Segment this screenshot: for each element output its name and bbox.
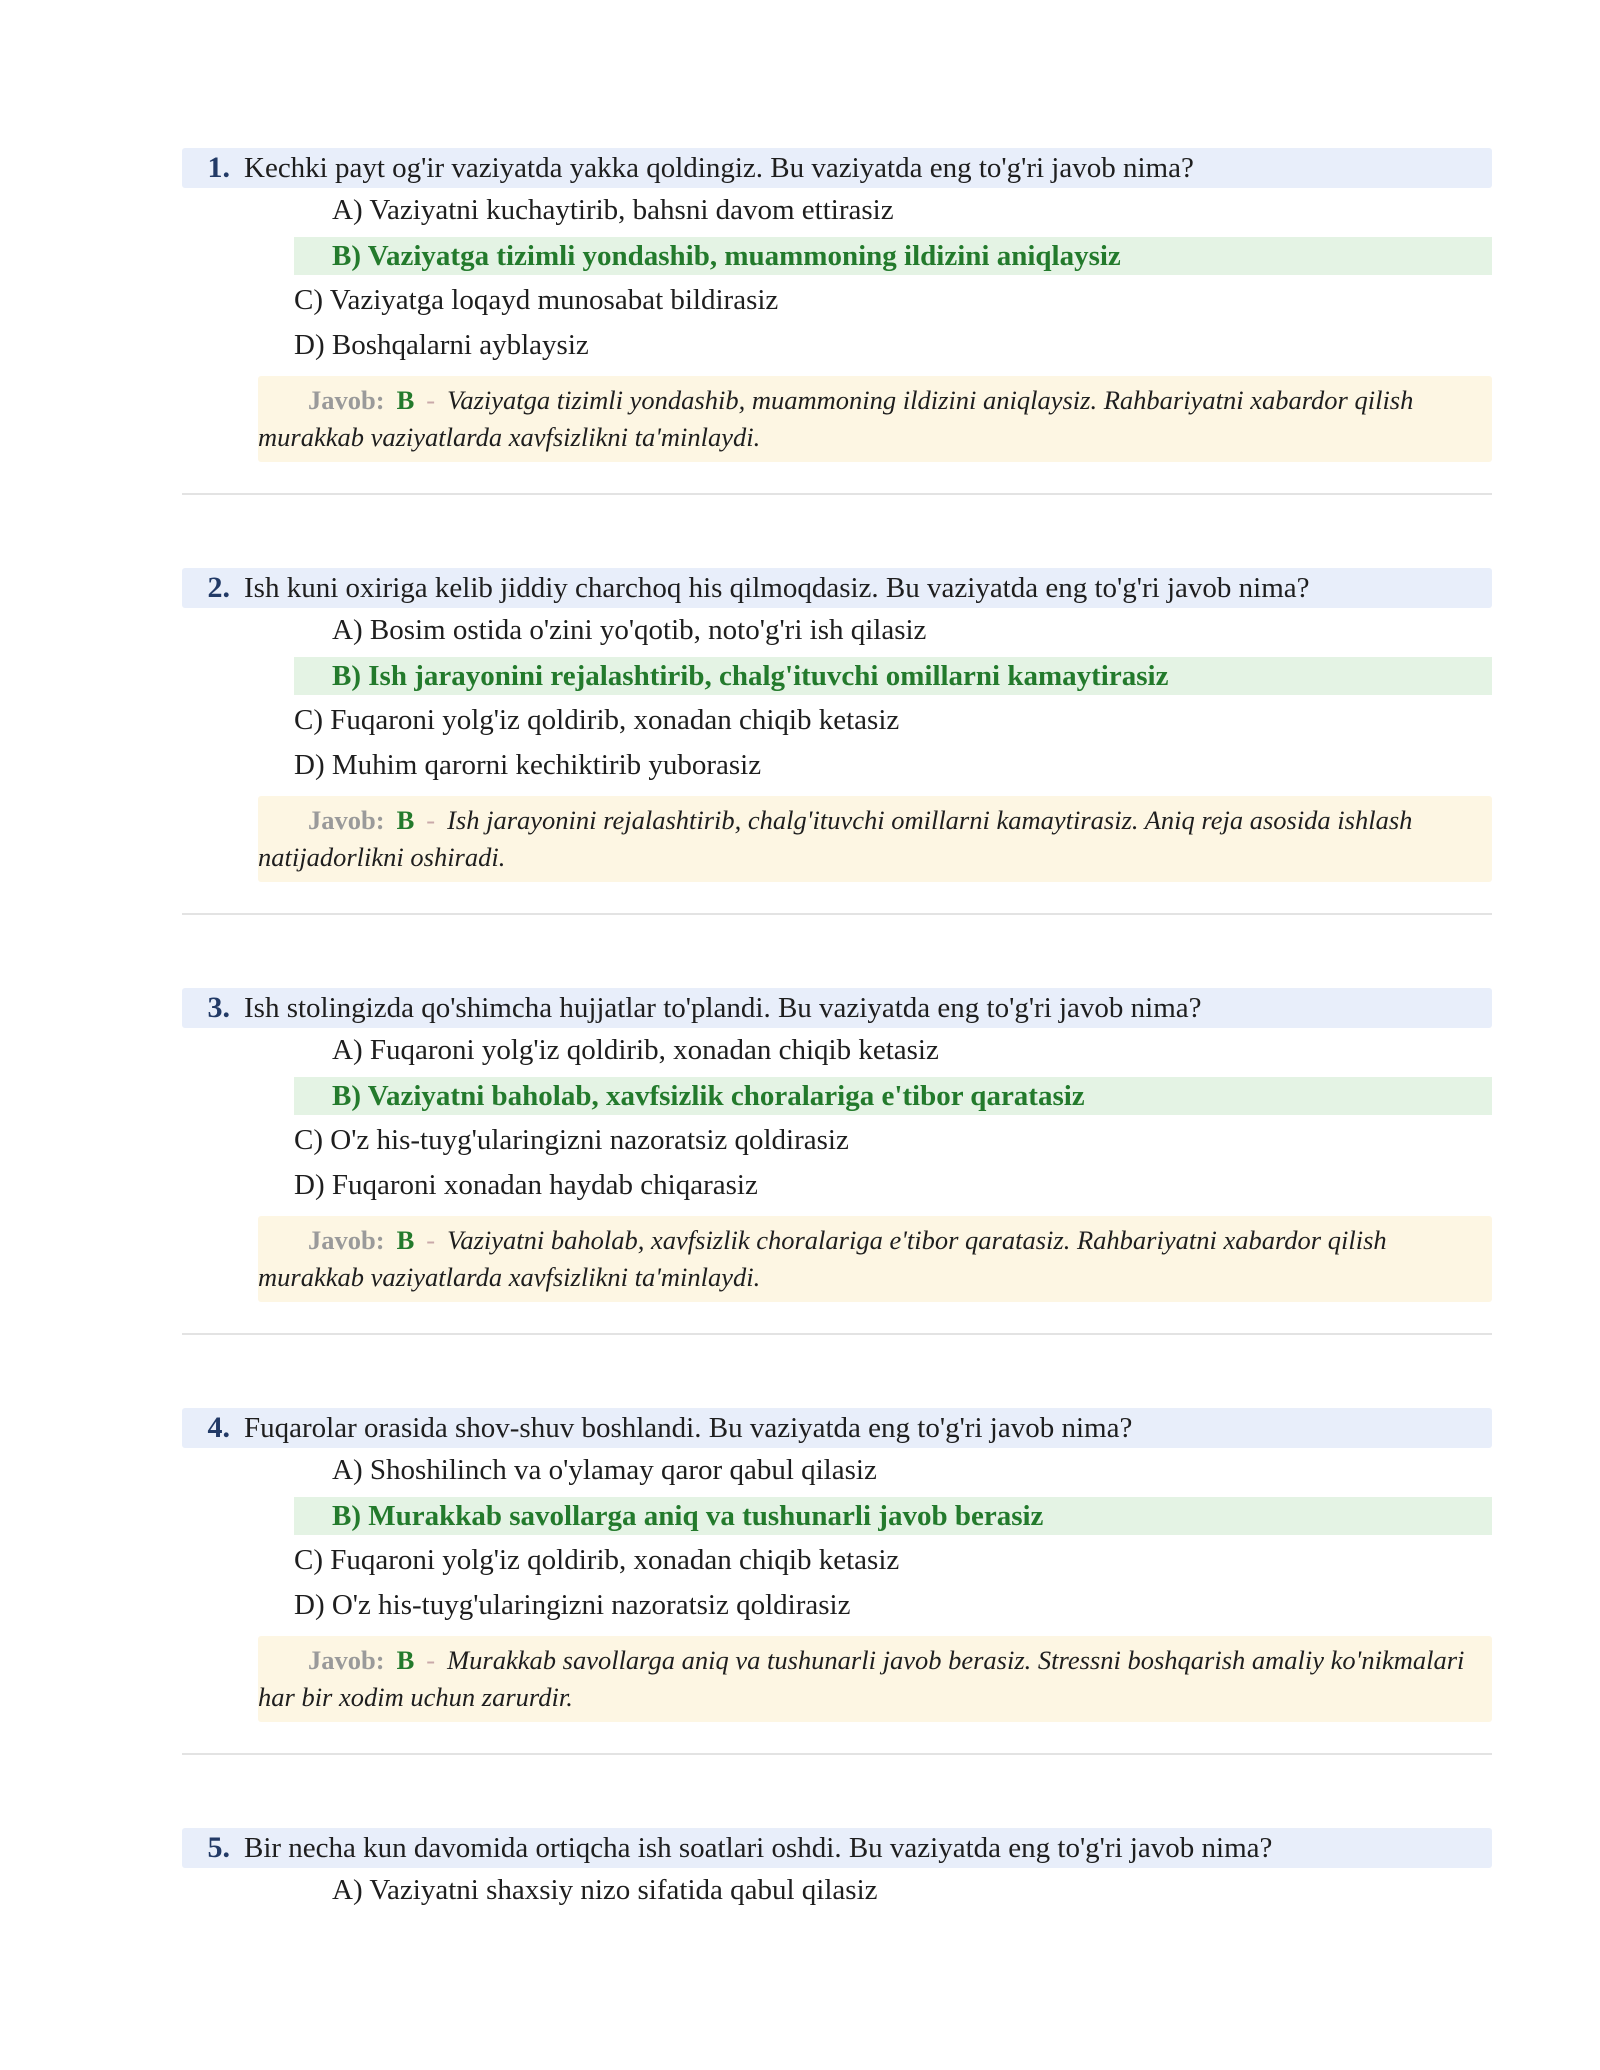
answer-box xyxy=(258,1216,1492,1302)
question-4 xyxy=(182,1408,1492,1722)
option-d: D) O'z his-tuyg'ularingizni nazoratsiz qoldirasiz xyxy=(294,1589,851,1621)
question-5 xyxy=(182,1828,1492,1913)
option-b-correct: B) Murakkab savollarga aniq va tushunarli javob berasiz xyxy=(294,1497,1492,1535)
question-number: 3. xyxy=(207,991,230,1024)
option-d: D) Boshqalarni ayblaysiz xyxy=(294,329,589,361)
answer-box xyxy=(258,376,1492,462)
question-text: Ish stolingizda qo'shimcha hujjatlar to'plandi. Bu vaziyatda eng to'g'ri javob nima? xyxy=(244,991,1202,1024)
answer-label: Javob: xyxy=(308,385,385,415)
question-1 xyxy=(182,148,1492,462)
question-number: 1. xyxy=(207,151,230,184)
answer-explanation: Vaziyatni baholab, xavfsizlik choralariga e'tibor qaratasiz. Rahbariyatni xabardor qilish murakkab vaziyatlarda xavfsizlikni ta'minlaydi. xyxy=(258,1225,1387,1292)
answer-dash: - xyxy=(426,1225,436,1255)
option-b-correct: B) Ish jarayonini rejalashtirib, chalg'ituvchi omillarni kamaytirasiz xyxy=(294,657,1492,695)
answer-letter: B xyxy=(396,1225,415,1255)
answer-label: Javob: xyxy=(308,1645,385,1675)
divider xyxy=(182,1333,1492,1335)
question-text: Bir necha kun davomida ortiqcha ish soatlari oshdi. Bu vaziyatda eng to'g'ri javob nima? xyxy=(244,1831,1273,1864)
question-header xyxy=(182,1408,1492,1448)
answer-explanation: Vaziyatga tizimli yondashib, muammoning ildizini aniqlaysiz. Rahbariyatni xabardor qilish murakkab vaziyatlarda xavfsizlikni ta'minlaydi. xyxy=(258,385,1414,452)
answer-letter: B xyxy=(396,385,415,415)
question-number: 2. xyxy=(207,571,230,604)
answer-dash: - xyxy=(426,805,436,835)
divider xyxy=(182,913,1492,915)
question-text: Kechki payt og'ir vaziyatda yakka qoldingiz. Bu vaziyatda eng to'g'ri javob nima? xyxy=(244,151,1194,184)
answer-box xyxy=(258,796,1492,882)
question-header xyxy=(182,988,1492,1028)
question-text: Ish kuni oxiriga kelib jiddiy charchoq his qilmoqdasiz. Bu vaziyatda eng to'g'ri javob nima? xyxy=(244,571,1310,604)
option-a: A) Vaziyatni kuchaytirib, bahsni davom ettirasiz xyxy=(332,194,894,226)
option-a: A) Shoshilinch va o'ylamay qaror qabul qilasiz xyxy=(332,1454,877,1486)
question-header xyxy=(182,568,1492,608)
option-c: C) Fuqaroni yolg'iz qoldirib, xonadan chiqib ketasiz xyxy=(294,704,900,736)
question-text: Fuqarolar orasida shov-shuv boshlandi. Bu vaziyatda eng to'g'ri javob nima? xyxy=(244,1411,1133,1444)
answer-box xyxy=(258,1636,1492,1722)
answer-dash: - xyxy=(426,385,436,415)
option-a: A) Bosim ostida o'zini yo'qotib, noto'g'ri ish qilasiz xyxy=(332,614,927,646)
option-a: A) Vaziyatni shaxsiy nizo sifatida qabul qilasiz xyxy=(332,1874,878,1906)
question-3 xyxy=(182,988,1492,1302)
answer-letter: B xyxy=(396,1645,415,1675)
option-c: C) Fuqaroni yolg'iz qoldirib, xonadan chiqib ketasiz xyxy=(294,1544,900,1576)
divider xyxy=(182,1753,1492,1755)
option-c: C) O'z his-tuyg'ularingizni nazoratsiz qoldirasiz xyxy=(294,1124,849,1156)
question-header xyxy=(182,1828,1492,1868)
answer-explanation: Murakkab savollarga aniq va tushunarli javob berasiz. Stressni boshqarish amaliy ko'nikmalari har bir xodim uchun zarurdir. xyxy=(258,1645,1465,1712)
option-b-correct: B) Vaziyatga tizimli yondashib, muammoning ildizini aniqlaysiz xyxy=(294,237,1492,275)
answer-label: Javob: xyxy=(308,1225,385,1255)
question-2 xyxy=(182,568,1492,882)
question-number: 4. xyxy=(207,1411,230,1444)
answer-label: Javob: xyxy=(308,805,385,835)
divider xyxy=(182,493,1492,495)
option-d: D) Muhim qarorni kechiktirib yuborasiz xyxy=(294,749,762,781)
option-b-correct: B) Vaziyatni baholab, xavfsizlik choralariga e'tibor qaratasiz xyxy=(294,1077,1492,1115)
question-header xyxy=(182,148,1492,188)
option-c: C) Vaziyatga loqayd munosabat bildirasiz xyxy=(294,284,779,316)
answer-dash: - xyxy=(426,1645,436,1675)
option-a: A) Fuqaroni yolg'iz qoldirib, xonadan chiqib ketasiz xyxy=(332,1034,939,1066)
option-d: D) Fuqaroni xonadan haydab chiqarasiz xyxy=(294,1169,758,1201)
answer-explanation: Ish jarayonini rejalashtirib, chalg'ituvchi omillarni kamaytirasiz. Aniq reja asosida ishlash natijadorlikni oshiradi. xyxy=(258,805,1413,872)
answer-letter: B xyxy=(396,805,415,835)
question-number: 5. xyxy=(207,1831,230,1864)
